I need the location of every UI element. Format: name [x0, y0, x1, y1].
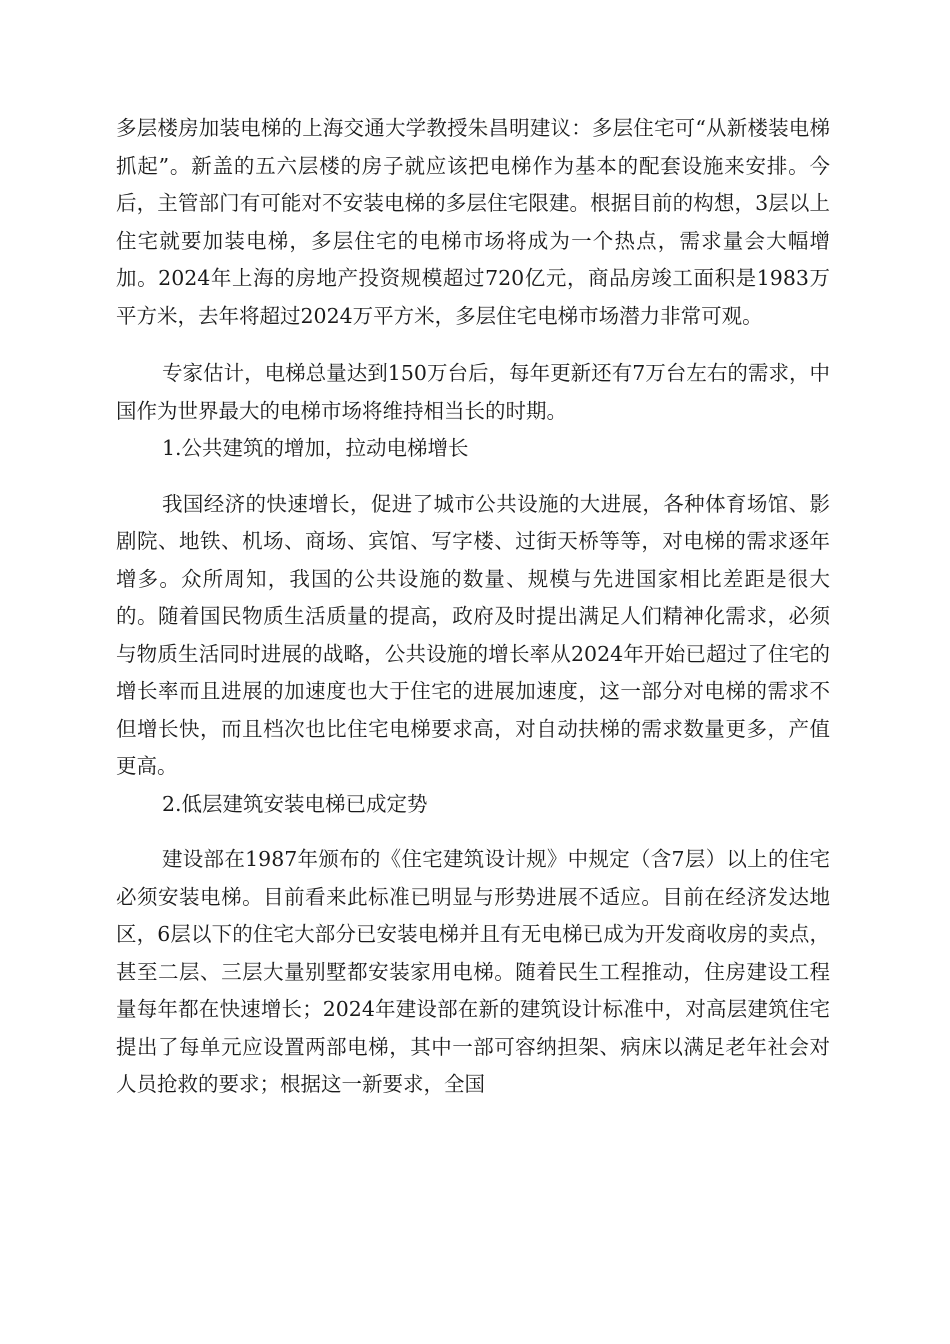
- section-heading-public-buildings: 1.公共建筑的增加，拉动电梯增长: [162, 436, 469, 460]
- paragraph-design-code: 建设部在1987年颁布的《住宅建筑设计规》中规定（含7层）以上的住宅必须安装电梯。目前看来此标准已明显与形势进展不适应。目前在经济发达地区，6层以下的住宅大部分已安装电梯并且有无电梯已成为开发商收房的卖点，甚至二层、三层大量别墅都安装家用电梯。随着民生工程推动，住房建设工程量每年都在快速增长；2024年建设部在新的建筑设计标准中，对高层建筑住宅提出了每单元应设置两部电梯，其中一部可容纳担架、病床以满足老年社会对人员抢救的要求；根据这一新要求，全国: [116, 847, 830, 1096]
- paragraph-public-facilities: 我国经济的快速增长，促进了城市公共设施的大进展，各种体育场馆、影剧院、地铁、机场、商场、宾馆、写字楼、过街天桥等等，对电梯的需求逐年增多。众所周知，我国的公共设施的数量、规模与先进国家相比差距是很大的。随着国民物质生活质量的提高，政府及时提出满足人们精神化需求，必须与物质生活同时进展的战略，公共设施的增长率从2024年开始已超过了住宅的增长率而且进展的加速度也大于住宅的进展加速度，这一部分对电梯的需求不但增长快，而且档次也比住宅电梯要求高，对自动扶梯的需求数量更多，产值更高。: [116, 491, 830, 778]
- section-heading-low-rise: 2.低层建筑安装电梯已成定势: [162, 791, 428, 816]
- paragraph-expert-estimate: 专家估计，电梯总量达到150万台后，每年更新还有7万台左右的需求，中国作为世界最大的电梯市场将维持相当长的时期。: [116, 361, 830, 423]
- paragraph-multistory-elevators: 多层楼房加装电梯的上海交通大学教授朱昌明建议：多层住宅可“从新楼装电梯抓起”。新盖的五六层楼的房子就应该把电梯作为基本的配套设施来安排。今后，主管部门有可能对不安装电梯的多层住宅限建。根据目前的构想，3层以上住宅就要加装电梯，多层住宅的电梯市场将成为一个热点，需求量会大幅增加。2024年上海的房地产投资规模超过720亿元，商品房竣工面积是1983万平方米，去年将超过2024万平方米，多层住宅电梯市场潜力非常可观。: [116, 116, 830, 328]
- document-body: [116, 110, 830, 1104]
